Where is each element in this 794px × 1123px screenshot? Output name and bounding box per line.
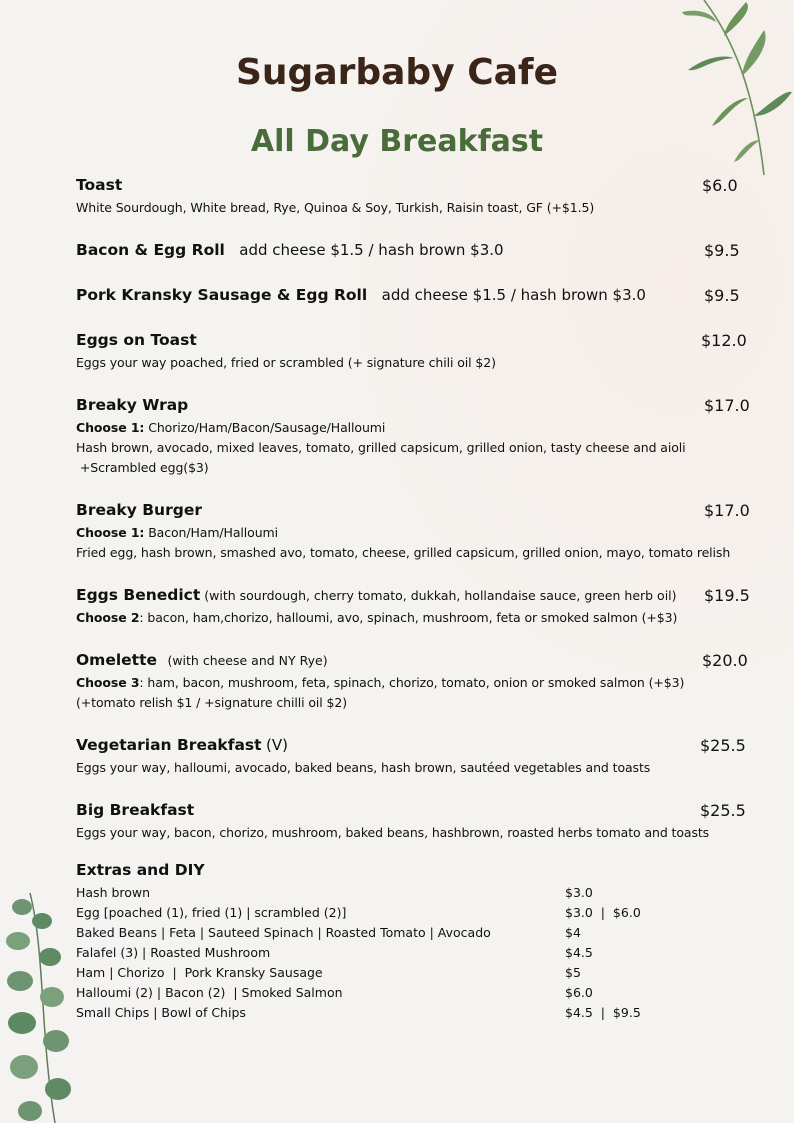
menu-item-breaky-burger [76, 501, 750, 563]
choose-label: Choose 3 [76, 675, 140, 690]
item-name: Bacon & Egg Roll [76, 241, 225, 259]
choose-options: : bacon, ham,chorizo, halloumi, avo, spinach, mushroom, feta or smoked salmon (+$3) [139, 610, 678, 625]
item-note: (with sourdough, cherry tomato, dukkah, hollandaise sauce, green herb oil) [200, 588, 677, 603]
item-price: $12.0 [701, 331, 747, 350]
item-description: Eggs your way, halloumi, avocado, baked beans, hash brown, sautéed vegetables and toasts [76, 760, 651, 775]
extra-name: Baked Beans | Feta | Sauteed Spinach | Roasted Tomato | Avocado [76, 925, 491, 940]
item-price: $25.5 [700, 801, 746, 820]
item-note: (V) [266, 736, 288, 754]
extra-price: $3.0 | $6.0 [565, 905, 641, 920]
menu-title: All Day Breakfast [250, 124, 544, 159]
extra-name: Falafel (3) | Roasted Mushroom [76, 945, 271, 960]
item-choose [76, 673, 746, 693]
item-price: $25.5 [700, 736, 746, 755]
menu-item-eggs-benedict [76, 586, 750, 628]
item-price: $9.5 [704, 241, 740, 260]
menu-item-toast [76, 176, 746, 218]
list-item [76, 943, 676, 963]
item-choose [76, 418, 746, 438]
item-price: $6.0 [702, 176, 738, 195]
menu-item-vegetarian-breakfast [76, 736, 746, 778]
extra-price: $4.5 | $9.5 [565, 1005, 641, 1020]
item-name: Pork Kransky Sausage & Egg Roll [76, 286, 368, 304]
item-price: $9.5 [704, 286, 740, 305]
list-item [76, 883, 676, 903]
menu-item-big-breakfast [76, 801, 746, 843]
extra-name: Small Chips | Bowl of Chips [76, 1005, 246, 1020]
extras-list [76, 883, 676, 1023]
item-name: Toast [76, 176, 123, 194]
extra-name: Ham | Chorizo | Pork Kransky Sausage [76, 965, 323, 980]
menu-item-eggs-on-toast [76, 331, 746, 373]
menu-item-kransky-roll [76, 286, 746, 308]
item-description: White Sourdough, White bread, Rye, Quinoa & Soy, Turkish, Raisin toast, GF (+$1.5) [76, 200, 595, 215]
item-name: Omelette [76, 651, 157, 669]
item-name: Vegetarian Breakfast [76, 736, 262, 754]
item-price: $17.0 [704, 501, 750, 520]
extra-price: $3.0 [565, 885, 593, 900]
extra-price: $5 [565, 965, 581, 980]
item-name: Eggs Benedict [76, 586, 201, 604]
menu-item-breaky-wrap [76, 396, 750, 478]
item-choose [76, 523, 746, 543]
cafe-name: Sugarbaby Cafe [236, 52, 558, 93]
item-note: add cheese $1.5 / hash brown $3.0 [239, 241, 504, 259]
item-description: Fried egg, hash brown, smashed avo, tomato, cheese, grilled capsicum, grilled onion, mayo, tomato relish [76, 545, 731, 560]
item-name: Big Breakfast [76, 801, 195, 819]
item-price: $20.0 [702, 651, 748, 670]
list-item [76, 963, 676, 983]
extra-name: Halloumi (2) | Bacon (2) | Smoked Salmon [76, 985, 343, 1000]
list-item [76, 903, 676, 923]
list-item [76, 923, 676, 943]
item-addon: +Scrambled egg($3) [76, 460, 209, 475]
choose-label: Choose 1: [76, 420, 145, 435]
item-description: (+tomato relish $1 / +signature chilli oil $2) [76, 695, 347, 710]
item-description: Eggs your way poached, fried or scrambled (+ signature chili oil $2) [76, 355, 496, 370]
item-description: Hash brown, avocado, mixed leaves, tomato, grilled capsicum, grilled onion, tasty cheese and aioli [76, 440, 686, 455]
choose-label: Choose 1: [76, 525, 145, 540]
extra-name: Egg [poached (1), fried (1) | scrambled (2)] [76, 905, 347, 920]
menu-item-omelette [76, 651, 746, 713]
list-item [76, 983, 676, 1003]
item-choose [76, 608, 746, 628]
item-name: Breaky Burger [76, 501, 202, 519]
item-price: $19.5 [704, 586, 750, 605]
choose-options: : ham, bacon, mushroom, feta, spinach, chorizo, tomato, onion or smoked salmon (+$3) [139, 675, 685, 690]
choose-options: Bacon/Ham/Halloumi [144, 525, 278, 540]
item-note: (with cheese and NY Rye) [167, 653, 328, 668]
choose-options: Chorizo/Ham/Bacon/Sausage/Halloumi [144, 420, 386, 435]
extra-price: $4.5 [565, 945, 593, 960]
menu-item-bacon-egg-roll [76, 241, 746, 263]
extra-name: Hash brown [76, 885, 151, 900]
item-name: Eggs on Toast [76, 331, 197, 349]
list-item [76, 1003, 676, 1023]
item-name: Breaky Wrap [76, 396, 189, 414]
extra-price: $6.0 [565, 985, 593, 1000]
item-price: $17.0 [704, 396, 750, 415]
item-note: add cheese $1.5 / hash brown $3.0 [381, 286, 646, 304]
extras-title: Extras and DIY [76, 861, 205, 879]
extra-price: $4 [565, 925, 581, 940]
item-description: Eggs your way, bacon, chorizo, mushroom, baked beans, hashbrown, roasted herbs tomato and toasts [76, 825, 710, 840]
choose-label: Choose 2 [76, 610, 140, 625]
